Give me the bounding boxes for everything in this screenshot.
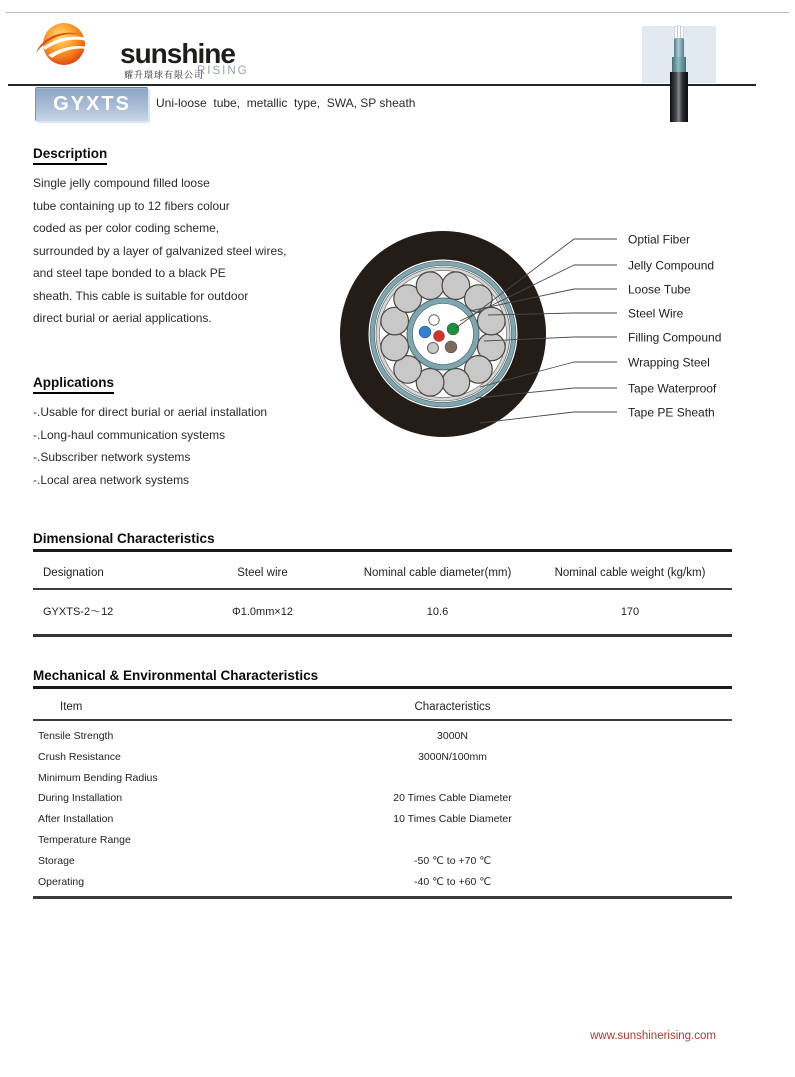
- table-cell: Operating: [38, 875, 85, 888]
- dimensional-bottom-rule: [33, 634, 732, 637]
- fiber-dot: [419, 326, 431, 338]
- product-model-badge: GYXTS: [35, 87, 148, 121]
- brand-sub-name: RISING: [197, 65, 249, 77]
- steel-wire-circle: [442, 369, 470, 397]
- table-cell: Minimum Bending Radius: [38, 771, 158, 784]
- application-item: -.Usable for direct burial or aerial installation: [33, 405, 268, 419]
- brand-name: sunshine: [120, 38, 235, 69]
- buffer-tube: [674, 38, 684, 59]
- diagram-label: Wrapping Steel: [628, 355, 710, 370]
- table-cell: 10.6: [426, 606, 449, 618]
- mechanical-heading: Mechanical & Environmental Characteristics: [33, 668, 319, 683]
- mechanical-bottom-rule: [33, 896, 732, 899]
- table-cell: 3000N: [437, 730, 468, 742]
- table-row: [0, 851, 795, 872]
- table-row: [0, 768, 795, 789]
- column-header: Designation: [43, 567, 104, 579]
- dimensional-header-row: [0, 563, 795, 583]
- table-cell: 170: [620, 606, 640, 618]
- description-heading: Description: [33, 146, 107, 165]
- table-row: [0, 809, 795, 830]
- steel-wire-circle: [381, 333, 409, 361]
- dimensional-heading-rule: [33, 549, 732, 552]
- table-cell: During Installation: [38, 792, 123, 805]
- table-row: [0, 747, 795, 768]
- diagram-label: Steel Wire: [628, 306, 684, 321]
- table-row: [0, 726, 795, 747]
- cable-photo: [642, 26, 716, 96]
- column-header: Item: [60, 701, 83, 713]
- brand-logo: [34, 16, 254, 80]
- mechanical-header-rule: [33, 719, 732, 721]
- fiber-dot: [428, 343, 439, 354]
- column-header: Characteristics: [414, 701, 491, 713]
- table-row: [0, 788, 795, 809]
- mechanical-header-row: [0, 697, 795, 717]
- applications-heading: Applications: [33, 375, 114, 394]
- table-cell: Φ1.0mm×12: [231, 606, 294, 618]
- steel-wire-circle: [478, 307, 506, 335]
- diagram-label: Loose Tube: [628, 282, 691, 297]
- table-cell: 3000N/100mm: [418, 750, 487, 763]
- table-row: [0, 830, 795, 851]
- dimensional-header-rule: [33, 588, 732, 590]
- brand-globe-icon: [34, 18, 90, 70]
- mechanical-heading-rule: [33, 686, 732, 689]
- cable-cross-section-diagram: [330, 215, 792, 457]
- table-cell: 20 Times Cable Diameter: [393, 792, 512, 805]
- diagram-label: Tape PE Sheath: [628, 405, 715, 420]
- product-subtitle: Uni-loose tube, metallic type, SWA, SP sheath: [156, 96, 416, 110]
- column-header: Steel wire: [237, 567, 288, 579]
- description-line: coded as per color coding scheme,: [33, 221, 220, 235]
- cable-sheath: [670, 72, 688, 122]
- table-cell: -50 ℃ to +70 ℃: [414, 854, 491, 867]
- table-cell: Storage: [38, 854, 75, 867]
- column-header: Nominal cable diameter(mm): [363, 567, 512, 579]
- description-line: sheath. This cable is suitable for outdoor: [33, 288, 249, 303]
- steel-wire-circle: [416, 272, 444, 300]
- table-cell: Temperature Range: [38, 833, 131, 846]
- table-row: [0, 872, 795, 893]
- fiber-dot: [447, 323, 459, 335]
- fiber-dot: [434, 331, 445, 342]
- description-text: [33, 172, 343, 330]
- fiber-dot: [445, 341, 457, 353]
- description-line: surrounded by a layer of galvanized steel wires,: [33, 243, 287, 258]
- dimensional-heading: Dimensional Characteristics: [33, 531, 215, 546]
- diagram-label: Filling Compound: [628, 330, 722, 345]
- applications-list: [33, 401, 353, 491]
- table-cell: Tensile Strength: [38, 730, 114, 742]
- description-line: tube containing up to 12 fibers colour: [33, 198, 230, 213]
- diagram-label: Optial Fiber: [628, 232, 691, 247]
- application-item: -.Subscriber network systems: [33, 450, 191, 464]
- top-divider: [6, 12, 789, 13]
- diagram-label: Jelly Compound: [628, 258, 715, 273]
- brand-chinese-name: 耀升環球有限公司: [124, 70, 205, 80]
- column-header: Nominal cable weight (kg/km): [554, 567, 706, 579]
- mechanical-table: [0, 726, 795, 892]
- table-cell: GYXTS-2～12: [43, 606, 114, 618]
- diagram-label: Tape Waterproof: [628, 381, 717, 396]
- table-cell: Crush Resistance: [38, 750, 121, 763]
- fiber-dot: [429, 315, 439, 325]
- description-line: direct burial or aerial applications.: [33, 311, 212, 325]
- application-item: -.Local area network systems: [33, 472, 190, 487]
- table-cell: -40 ℃ to +60 ℃: [414, 875, 491, 888]
- footer-url[interactable]: www.sunshinerising.com: [590, 1030, 716, 1042]
- application-item: -.Long-haul communication systems: [33, 427, 226, 442]
- description-line: Single jelly compound filled loose: [33, 176, 210, 190]
- description-line: and steel tape bonded to a black PE: [33, 266, 226, 280]
- table-row: [0, 598, 795, 626]
- table-cell: 10 Times Cable Diameter: [393, 813, 512, 826]
- table-cell: After Installation: [38, 813, 114, 826]
